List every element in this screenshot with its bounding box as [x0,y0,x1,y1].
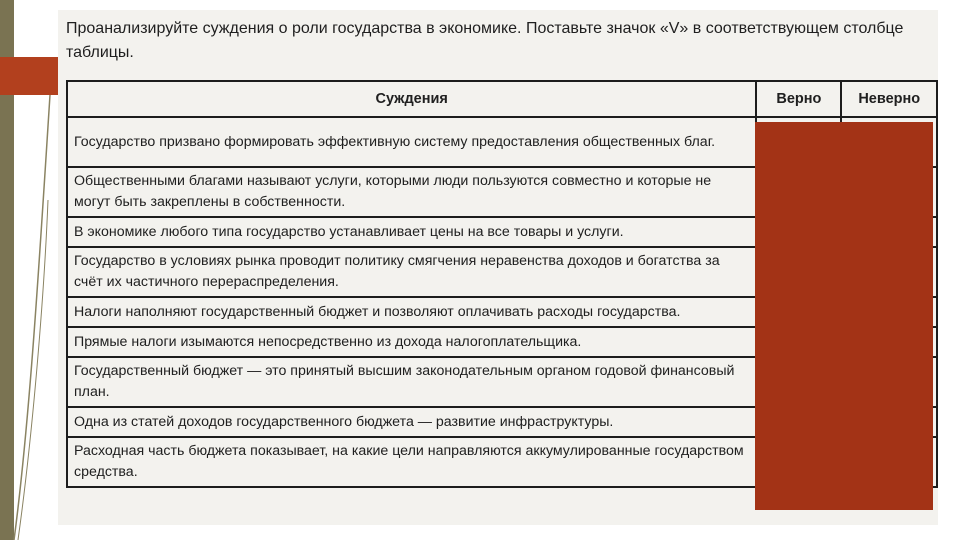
table-header-row [67,81,937,117]
statement-cell: Налоги наполняют государственный бюджет и позволяют оплачивать расходы государства. [67,297,756,327]
statement-cell: В экономике любого типа государство устанавливает цены на все товары и услуги. [67,217,756,247]
statement-cell: Государство в условиях рынка проводит политику смягчения неравенства доходов и богатства за счёт их частичного перераспределения. [67,247,756,297]
accent-square [0,57,58,95]
statement-cell: Одна из статей доходов государственного бюджета — развитие инфраструктуры. [67,407,756,437]
statement-cell: Государственный бюджет — это принятый высшим законодательным органом годовой финансовый план. [67,357,756,407]
task-instruction: Проанализируйте суждения о роли государства в экономике. Поставьте значок «V» в соответствующем столбце таблицы. [66,20,904,61]
statement-cell: Государство призвано формировать эффективную систему предоставления общественных благ. [67,117,756,167]
statement-cell: Прямые налоги изымаются непосредственно из дохода налогоплательщика. [67,327,756,357]
header-statements: Суждения [67,81,756,117]
answer-cover-block[interactable] [755,122,933,510]
statement-cell: Расходная часть бюджета показывает, на какие цели направляются аккумулированные государством средства. [67,437,756,487]
statement-cell: Общественными благами называют услуги, которыми люди пользуются совместно и которые не могут быть закреплены в собственности. [67,167,756,217]
header-false: Неверно [841,81,937,117]
header-true: Верно [756,81,841,117]
